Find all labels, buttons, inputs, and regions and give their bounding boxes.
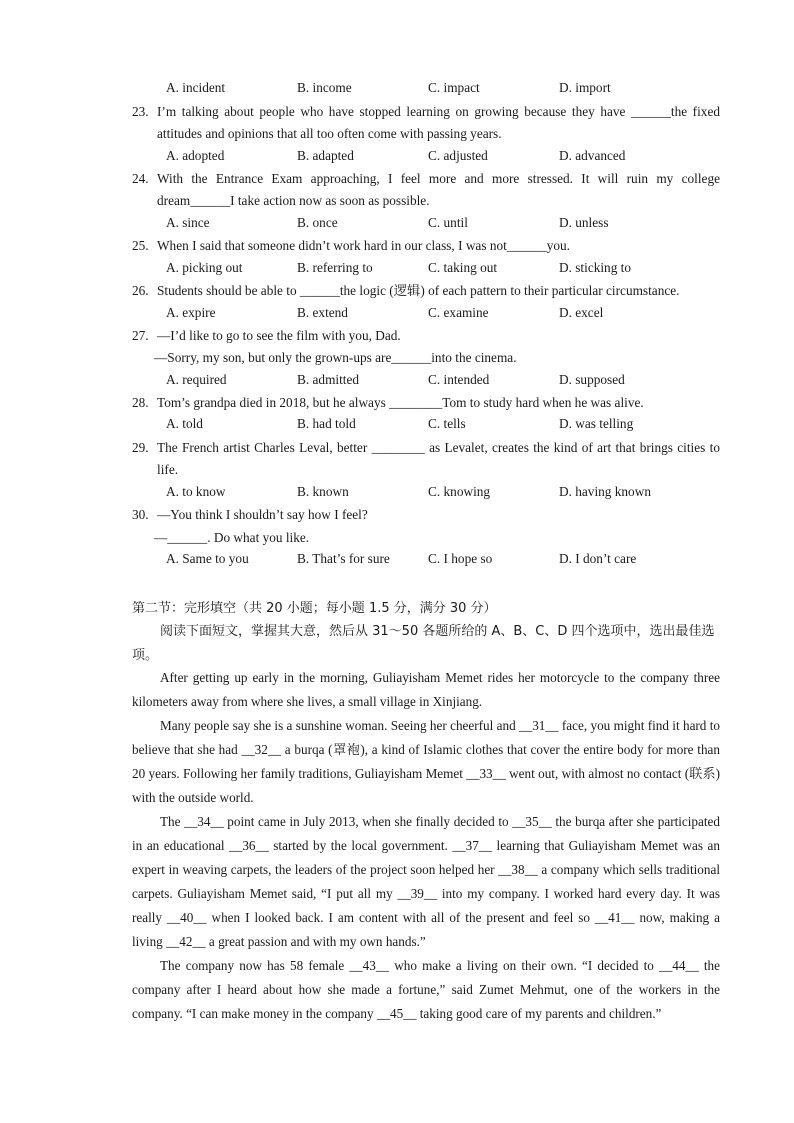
q29-option-c[interactable]: C. knowing [428,484,491,499]
q26-options [166,305,726,325]
q27-option-c[interactable]: C. intended [428,372,490,387]
q27-option-d[interactable]: D. supposed [559,372,625,387]
q25-option-a[interactable]: A. picking out [166,260,243,275]
q30-options [166,551,726,571]
q22-option-a[interactable]: A. incident [166,80,226,95]
question-text: The French artist Charles Leval, better ________ as Levalet, creates the kind of art that brings cities to life. [157,440,720,477]
question-30 [132,504,720,526]
question-text: I’m talking about people who have stopped learning on growing because they have ______the fixed attitudes and opinions that all too often come with passing years. [157,104,720,141]
dialogue-line-1: —I’d like to go to see the film with you, Dad. [157,328,401,343]
question-text: With the Entrance Exam approaching, I feel more and more stressed. It will ruin my college dream______I take action now as soon as possible. [157,171,720,208]
q27-option-b[interactable]: B. admitted [297,372,360,387]
passage-paragraph-1: After getting up early in the morning, Guliayisham Memet rides her motorcycle to the company three kilometers away from where she lives, a small village in Xinjiang. [132,670,720,709]
q30-option-b[interactable]: B. That’s for sure [297,551,390,566]
dialogue-line-2: —______. Do what you like. [154,530,310,545]
question-number: 29. [132,440,149,455]
section-instructions: 阅读下面短文，掌握其大意，然后从 31～50 各题所给的 A、B、C、D 四个选项中，选出最佳选项。 [132,624,715,663]
q27-options [166,372,726,392]
passage-paragraph-4: The company now has 58 female __43__ who make a living on their own. “I decided to __44__ the company after I heard about how she made a fortune,” said Zumet Mehmut, one of the workers in the company. “I can make money in the company __45__ taking good care of my parents and children.” [132,958,720,1021]
q29-option-b[interactable]: B. known [297,484,349,499]
question-27 [132,325,720,347]
question-text: Tom’s grandpa died in 2018, but he always ________Tom to study hard when he was alive. [157,395,644,410]
q26-option-a[interactable]: A. expire [166,305,216,320]
question-25 [132,235,720,257]
q28-option-c[interactable]: C. tells [428,416,466,431]
q23-option-c[interactable]: C. adjusted [428,148,488,163]
passage-paragraph-2: Many people say she is a sunshine woman. Seeing her cheerful and __31__ face, you might find it hard to believe that she had __32__ a burqa (罩袍), a kind of Islamic clothes that cover the entire body for more than 20 years. Following her family traditions, Guliayisham Memet __33__ went out, with almost no contact (联系) with the outside world. [132,718,720,805]
q27-option-a[interactable]: A. required [166,372,227,387]
question-number: 27. [132,328,149,343]
question-23 [132,101,720,145]
q22-option-c[interactable]: C. impact [428,80,480,95]
q23-options [166,148,726,168]
question-26 [132,280,720,302]
question-number: 23. [132,104,149,119]
q23-option-a[interactable]: A. adopted [166,148,225,163]
question-24 [132,168,720,212]
q29-options [166,484,726,504]
q22-options [166,80,726,100]
dialogue-line-2: —Sorry, my son, but only the grown-ups are______into the cinema. [154,350,517,365]
q24-option-c[interactable]: C. until [428,215,468,230]
q24-option-b[interactable]: B. once [297,215,338,230]
q23-option-b[interactable]: B. adapted [297,148,354,163]
q23-option-d[interactable]: D. advanced [559,148,626,163]
q28-options [166,416,726,436]
q28-option-d[interactable]: D. was telling [559,416,634,431]
q24-option-d[interactable]: D. unless [559,215,609,230]
dialogue-line-1: —You think I shouldn’t say how I feel? [157,507,368,522]
q25-option-c[interactable]: C. taking out [428,260,498,275]
question-number: 26. [132,283,149,298]
question-number: 28. [132,395,149,410]
q26-option-c[interactable]: C. examine [428,305,489,320]
question-number: 30. [132,507,149,522]
q22-option-d[interactable]: D. import [559,80,611,95]
question-number: 25. [132,238,149,253]
q30-option-c[interactable]: C. I hope so [428,551,493,566]
q28-option-a[interactable]: A. told [166,416,203,431]
question-number: 24. [132,171,149,186]
q26-option-d[interactable]: D. excel [559,305,604,320]
q25-option-b[interactable]: B. referring to [297,260,373,275]
q25-options [166,260,726,280]
q22-option-b[interactable]: B. income [297,80,352,95]
question-28 [132,392,720,414]
passage-paragraph-3: The __34__ point came in July 2013, when she finally decided to __35__ the burqa after she participated in an educational __36__ started by the local government. __37__ learning that Guliayisham Memet was an expert in weaving carpets, the leaders of the project soon helped her __38__ a company which sells traditional carpets. Guliayisham Memet said, “I put all my __39__ into my company. I worked hard every day. It was really __40__ when I looked back. I am content with all of the present and feel so __41__ now, making a living __42__ a great passion and with my own hands.” [132,814,720,949]
q24-option-a[interactable]: A. since [166,215,210,230]
q25-option-d[interactable]: D. sticking to [559,260,632,275]
q24-options [166,215,726,235]
section-title: 第二节：完形填空（共 20 小题；每小题 1.5 分，满分 30 分） [132,601,497,616]
q30-option-a[interactable]: A. Same to you [166,551,249,566]
question-text: Students should be able to ______the logic (逻辑) of each pattern to their particular circumstance. [157,283,680,298]
q29-option-d[interactable]: D. having known [559,484,651,499]
question-text: When I said that someone didn’t work hard in our class, I was not______you. [157,238,570,253]
q29-option-a[interactable]: A. to know [166,484,226,499]
q30-option-d[interactable]: D. I don’t care [559,551,637,566]
q28-option-b[interactable]: B. had told [297,416,356,431]
question-29 [132,437,720,481]
q26-option-b[interactable]: B. extend [297,305,348,320]
